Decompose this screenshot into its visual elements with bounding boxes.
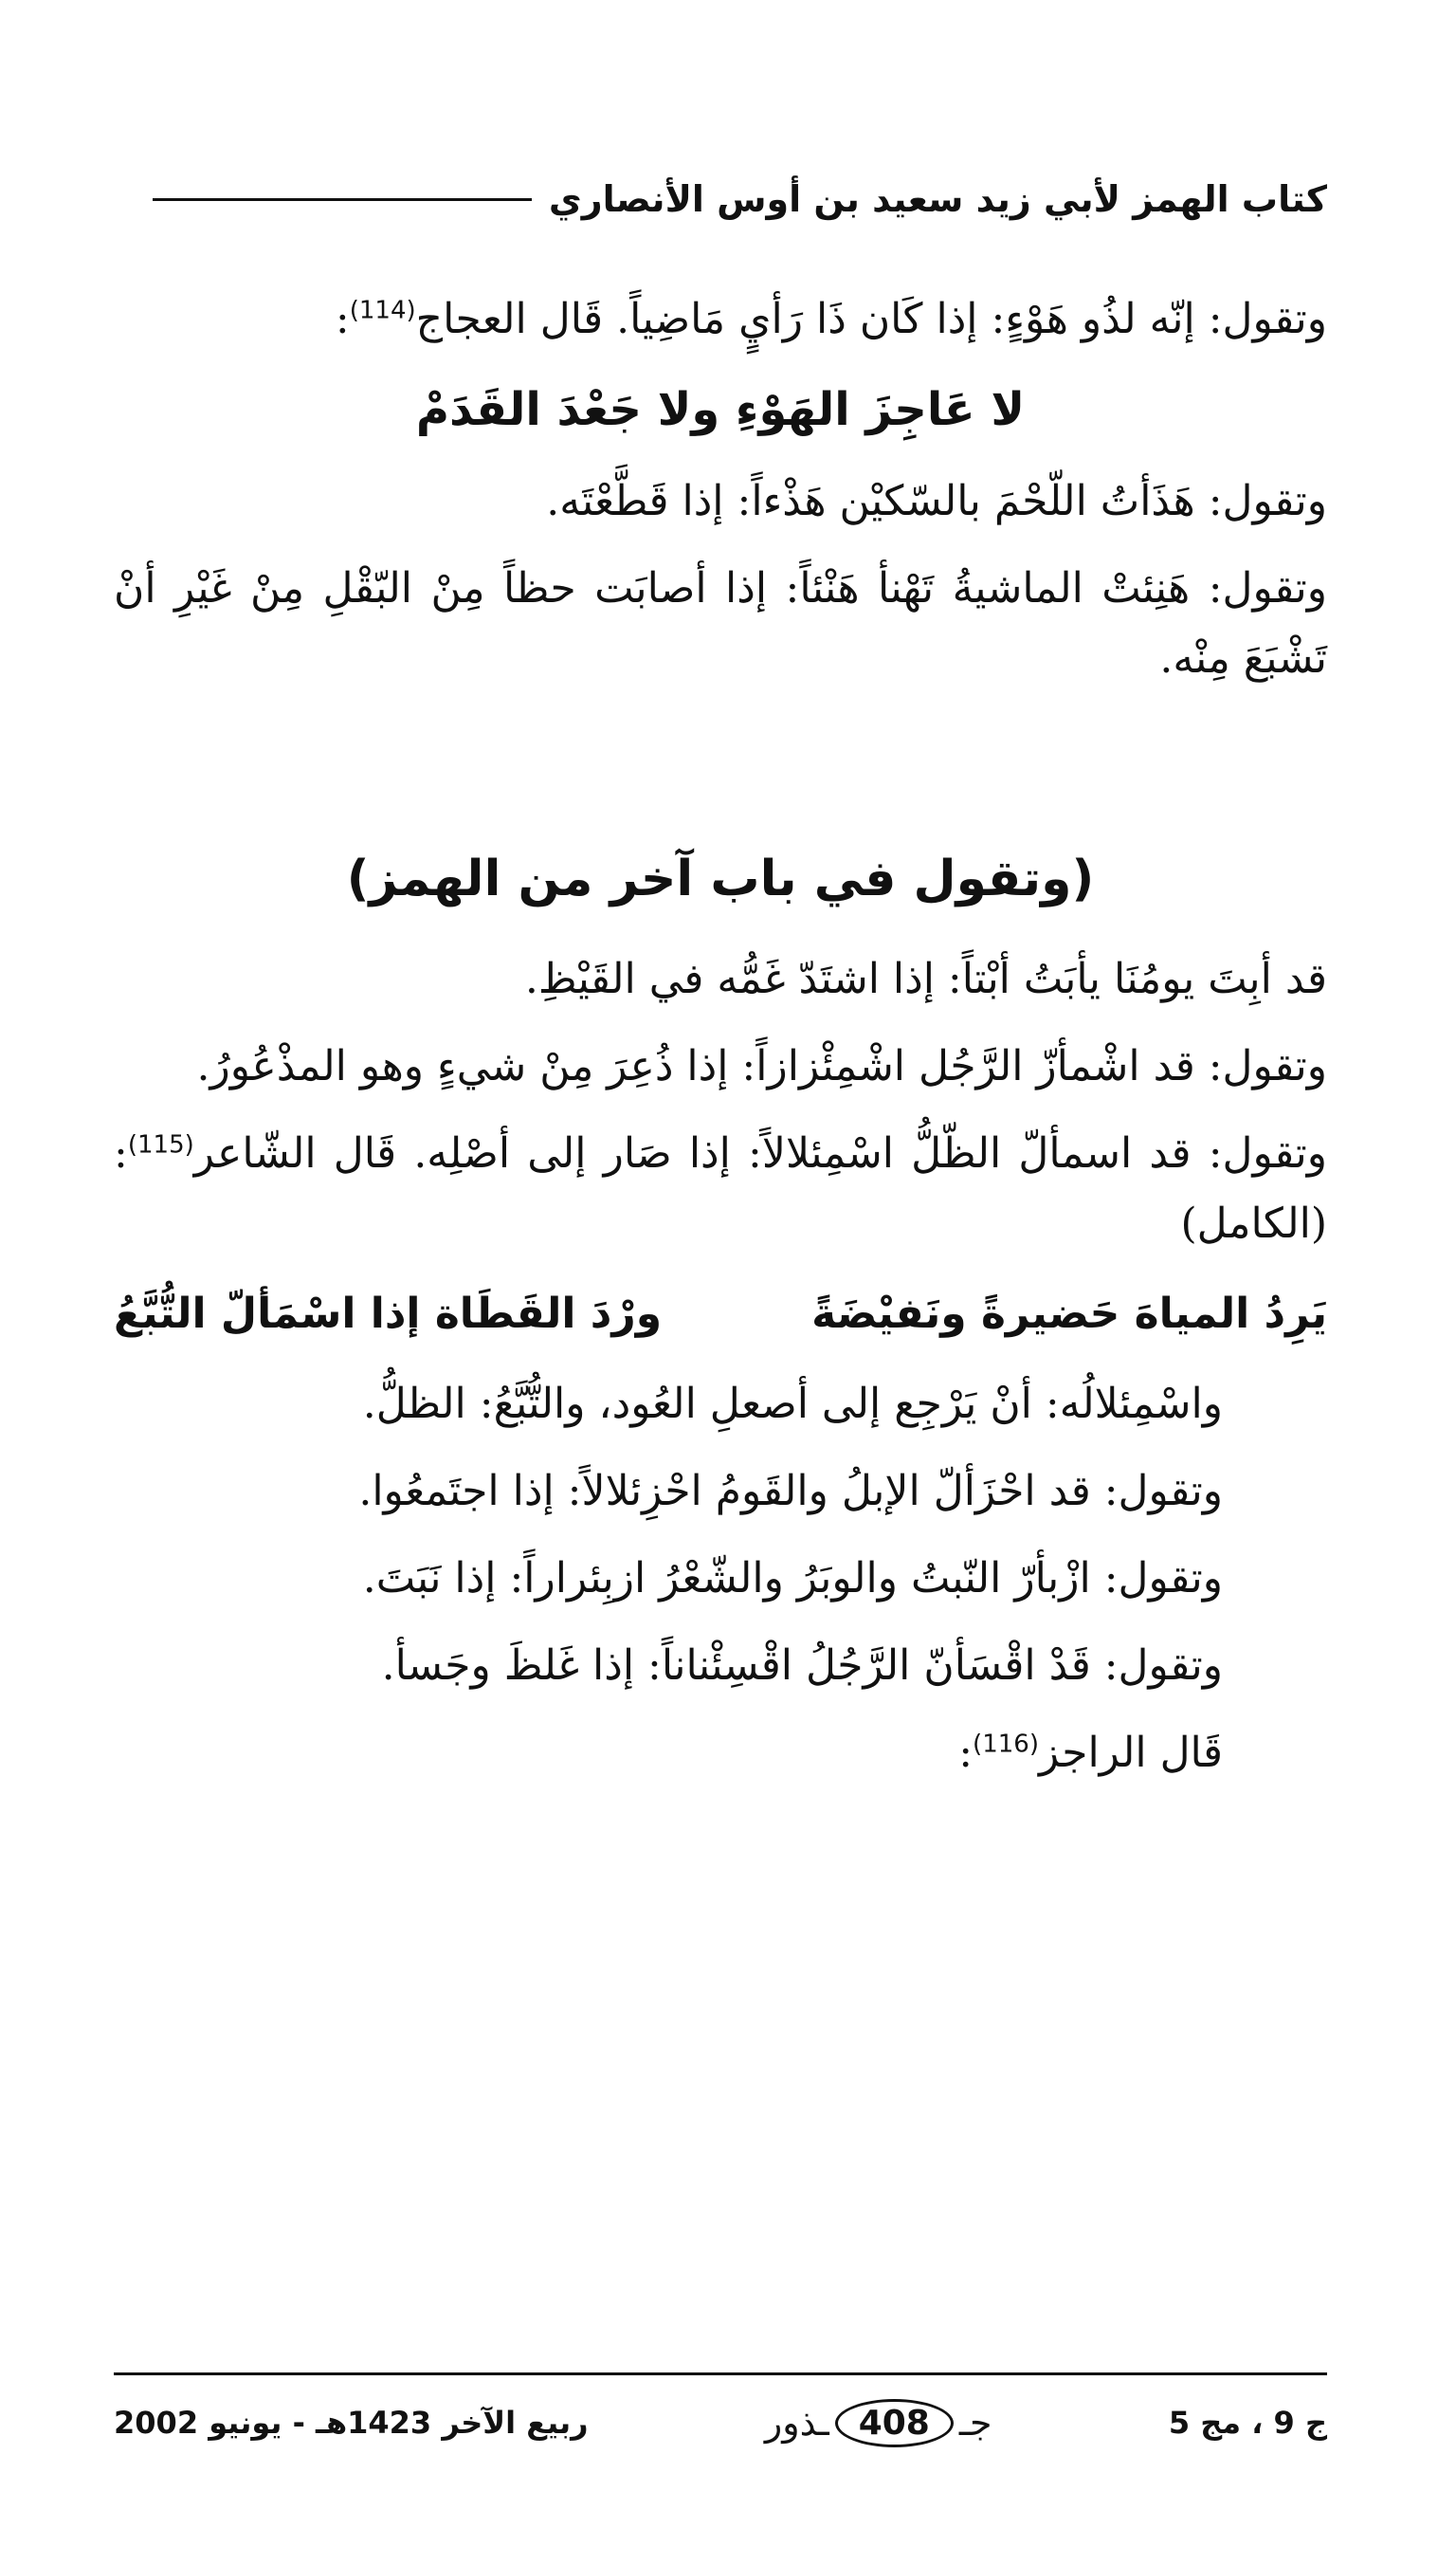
verse-2-first-hemistich: يَرِدُ المياهَ حَضيرةً ونَفيْضَةً [811, 1290, 1327, 1338]
paragraph-11-tail: : [958, 1729, 974, 1777]
paragraph-3: وتقول: هَنِئتْ الماشيةُ تَهْنأ هَنْئاً: إذا أصابَت حظاً مِنْ البّقْلِ مِنْ غَيْرِ أنْ تَشْبَعَ مِنْه. [114, 564, 1327, 683]
paragraph-2: وتقول: هَذَأتُ اللّحْمَ بالسّكيْن هَذْءاً: إذا قَطَّعْتَه. [546, 477, 1327, 525]
paragraph-1-text: وتقول: إنّه لذُو هَوْءٍ: إذا كَان ذَا رَأيٍ مَاضِياً. قَال العجاج [415, 295, 1327, 343]
paragraph-11 [114, 1718, 1327, 1788]
verse-line-2 [114, 1276, 1327, 1352]
volume-label: ج 9 ، مج 5 [1168, 2405, 1327, 2441]
paragraph-4: قد أبِتَ يومُنَا يأبَتُ أبْتاً: إذا اشتَدّ غَمُّه في القَيْظِ. [524, 955, 1327, 1003]
paragraph-9: وتقول: ازْبأرّ النّبتُ والوبَرُ والشّعْرُ ازبِئراراً: إذا نَبَتَ. [362, 1554, 1223, 1602]
running-header [114, 171, 1327, 228]
paragraph-6 [114, 1119, 1327, 1259]
verse-2-second-hemistich: ورْدَ القَطَاة إذا اسْمَألّ التُّبَّعُ [114, 1290, 663, 1338]
paragraph-5: وتقول: قد اشْمأزّ الرَّجُل اشْمِئْزازاً: إذا ذُعِرَ مِنْ شيءٍ وهو المذْعُورُ. [196, 1042, 1327, 1090]
journal-mark [765, 2399, 992, 2447]
header-rule [153, 198, 532, 201]
footnote-ref-114: (114) [349, 296, 416, 325]
page-footer [114, 2390, 1327, 2456]
issue-date: ربيع الآخر 1423هـ - يونيو 2002 [114, 2405, 589, 2441]
footnote-ref-116: (116) [973, 1730, 1039, 1759]
paragraph-11-text: قَال الراجز [1038, 1729, 1223, 1777]
footnote-ref-115: (115) [127, 1130, 194, 1160]
book-title: كتاب الهمز لأبي زيد سعيد بن أوس الأنصاري [548, 178, 1327, 220]
paragraph-10: وتقول: قَدْ اقْسَأنّ الرَّجُلُ اقْسِئْناناً: إذا غَلظَ وجَسأ. [381, 1641, 1223, 1690]
journal-name-start: جـ [958, 2402, 992, 2444]
journal-name-end: ـذور [764, 2402, 829, 2444]
paragraph-1 [114, 284, 1327, 355]
paragraph-6-text: وتقول: قد اسمألّ الظّلُّ اسْمِئلالاً: إذا صَار إلى أصْلِه. قَال الشّاعر [193, 1129, 1327, 1178]
paragraph-7: واسْمِئلالُه: أنْ يَرْجِع إلى أصعلِ العُود، والتُّبَّعُ: الظلُّ. [362, 1380, 1223, 1428]
page-body [114, 284, 1327, 1805]
page-number: 408 [835, 2399, 954, 2447]
section-heading: (وتقول في باب آخر من الهمز) [346, 851, 1095, 907]
verse-line-1: لا عَاجِزَ الهَوْءِ ولا جَعْدَ القَدَمْ [415, 383, 1026, 436]
footer-rule [114, 2372, 1327, 2375]
paragraph-6-tail: : (الكامل) [114, 1129, 1327, 1248]
paragraph-8: وتقول: قد احْزَألّ الإبلُ والقَومُ احْزِئلالاً: إذا اجتَمعُوا. [358, 1467, 1223, 1515]
paragraph-1-tail: : [335, 295, 350, 343]
